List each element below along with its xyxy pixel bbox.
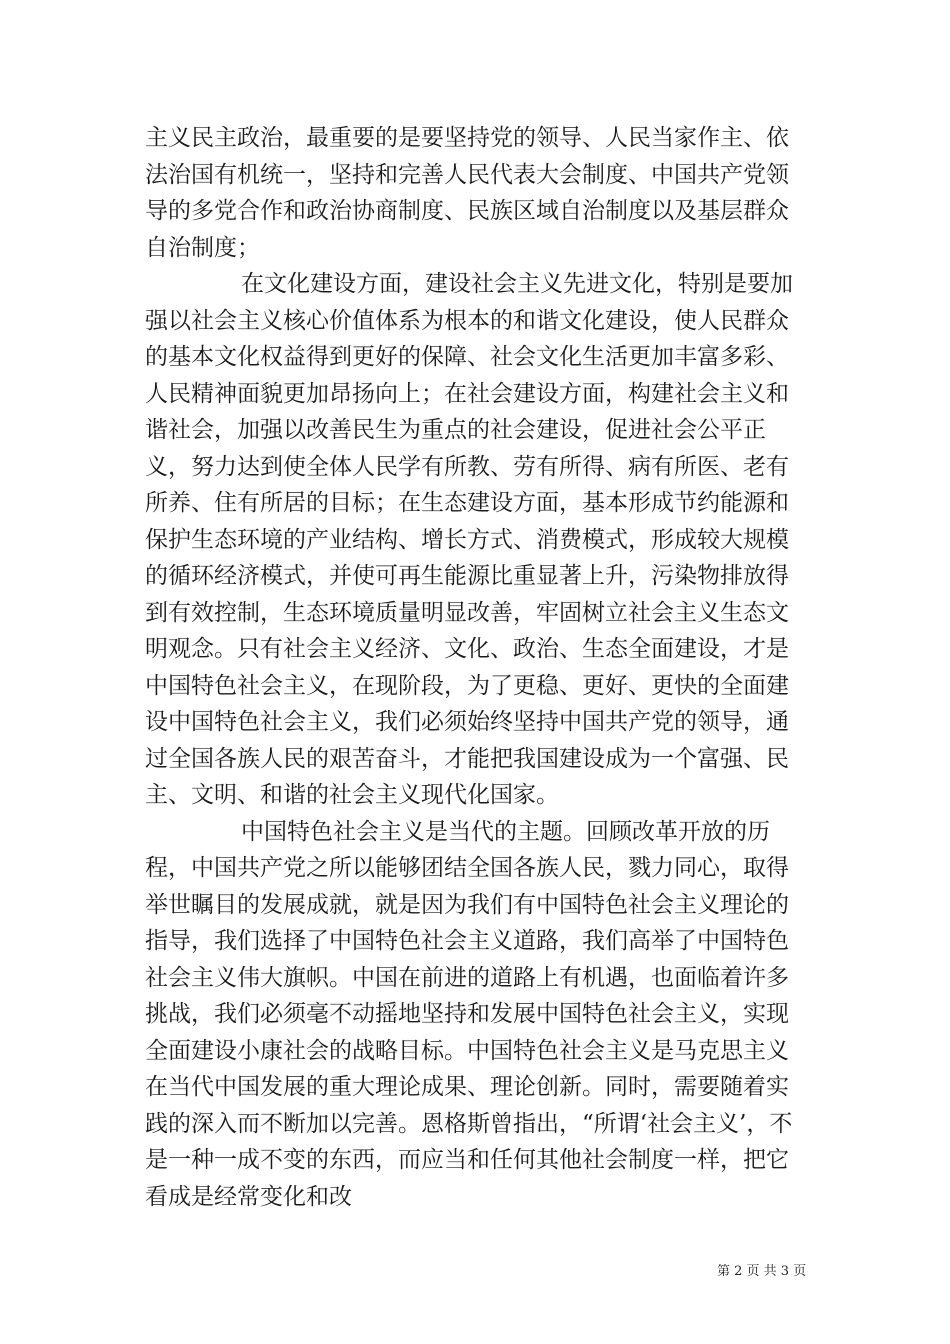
paragraph-culture-society-ecology: 在文化建设方面，建设社会主义先进文化，特别是要加强以社会主义核心价值体系为根本的和谐文化建设，使人民群众的基本文化权益得到更好的保障、社会文化生活更加丰富多彩、人民精神面貌更加昂扬向上；在社会建设方面，构建社会主义和谐社会，加强以改善民生为重点的社会建设，促进社会公平正义，努力达到使全体人民学有所教、劳有所得、病有所医、老有所养、住有所居的目标；在生态建设方面，基本形成节约能源和保护生态环境的产业结构、增长方式、消费模式，形成较大规模的循环经济模式，并使可再生能源比重显著上升，污染物排放得到有效控制，生态环境质量明显改善，牢固树立社会主义生态文明观念。只有社会主义经济、文化、政治、生态全面建设，才是中国特色社会主义，在现阶段，为了更稳、更好、更快的全面建设中国特色社会主义，我们必须始终坚持中国共产党的领导，通过全国各族人民的艰苦奋斗，才能把我国建设成为一个富强、民主、文明、和谐的社会主义现代化国家。 <box>145 271 793 808</box>
page-number-footer: 第 2 页 共 3 页 <box>717 1264 807 1279</box>
document-body <box>145 120 810 1215</box>
paragraph-socialism-theme: 中国特色社会主义是当代的主题。回顾改革开放的历程，中国共产党之所以能够团结全国各族人民，戮力同心，取得举世瞩目的发展成就，就是因为我们有中国特色社会主义理论的指导，我们选择了中国特色社会主义道路，我们高举了中国特色社会主义伟大旗帜。中国在前进的道路上有机遇，也面临着许多挑战，我们必须毫不动摇地坚持和发展中国特色社会主义，实现全面建设小康社会的战略目标。中国特色社会主义是马克思主义在当代中国发展的重大理论成果、理论创新。同时，需要随着实践的深入而不断加以完善。恩格斯曾指出，“所谓‘社会主义’，不是一种一成不变的东西，而应当和任何其他社会制度一样，把它看成是经常变化和改 <box>145 818 793 1210</box>
paragraph-political-continuation: 主义民主政治，最重要的是要坚持党的领导、人民当家作主、依法治国有机统一，坚持和完善人民代表大会制度、中国共产党领导的多党合作和政治协商制度、民族区域自治制度以及基层群众自治制度； <box>145 125 789 261</box>
